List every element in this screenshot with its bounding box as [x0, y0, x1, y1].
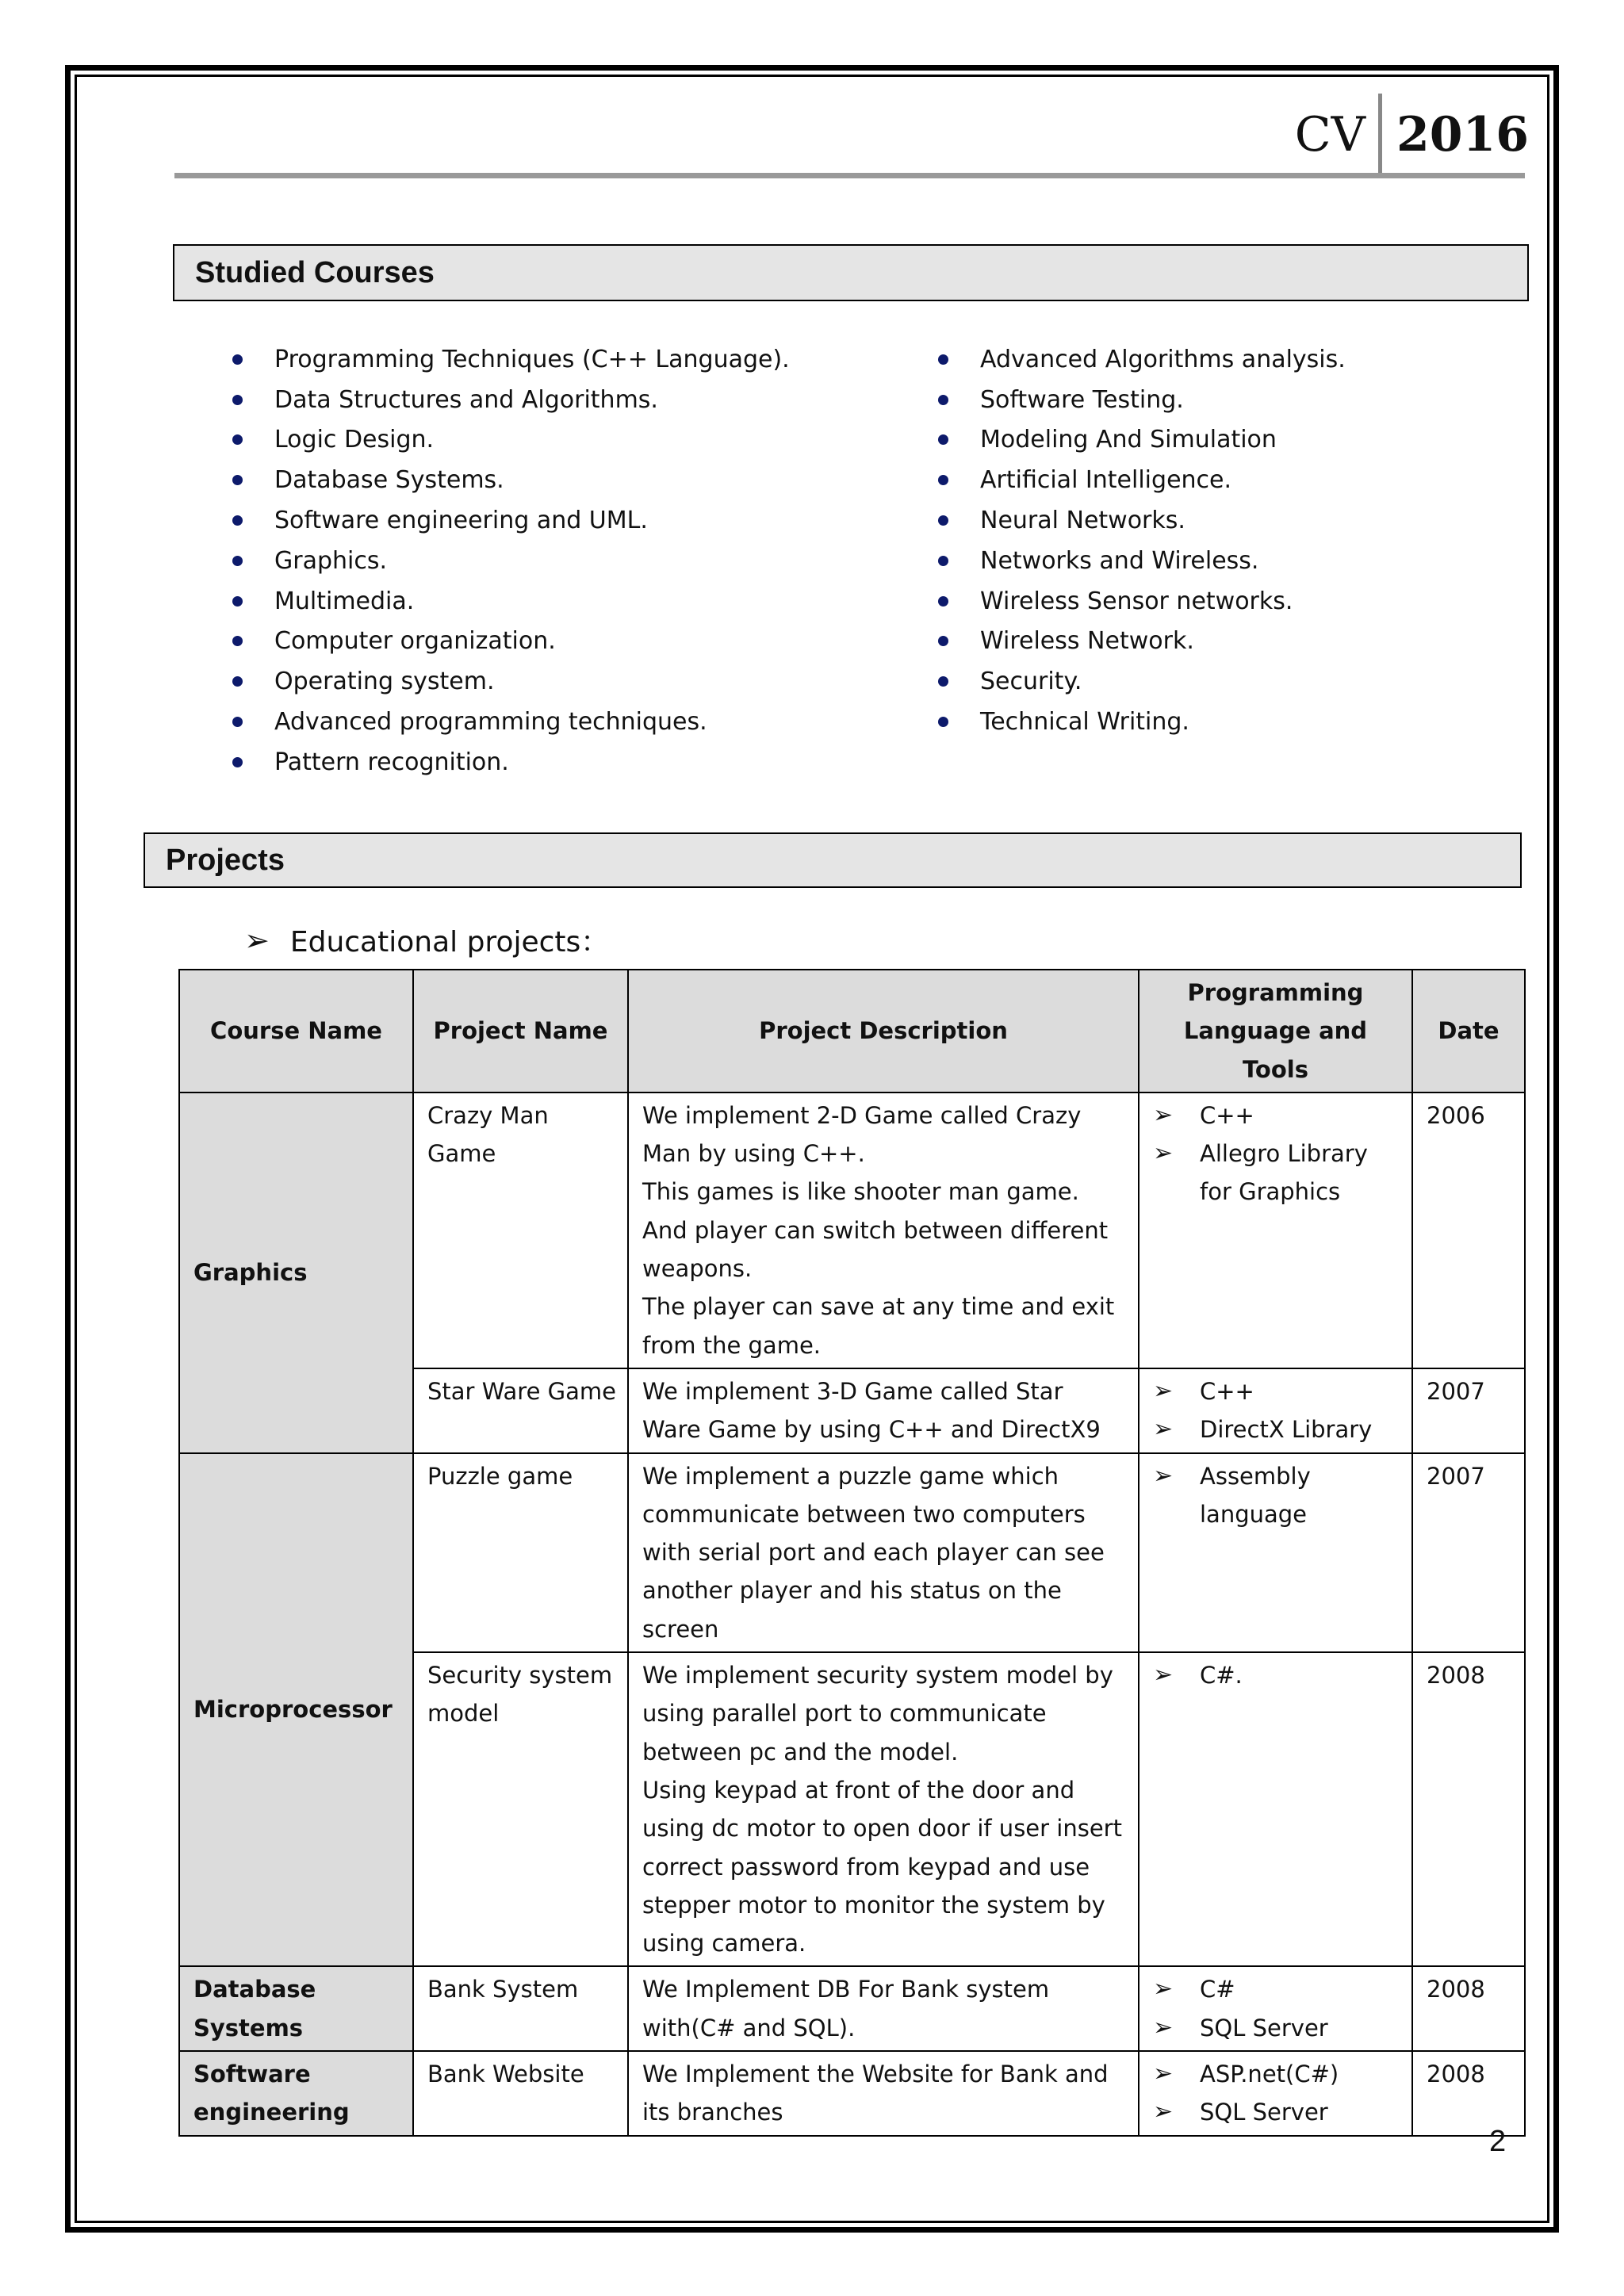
arrowhead-bullet-icon: ➢	[1153, 1100, 1174, 1129]
tool-label: C++	[1200, 1377, 1254, 1405]
description-line: We implement a puzzle game which communicate between two computers with serial port and each player can see another player and his status on the screen	[642, 1462, 1105, 1643]
course-item: Operating system.	[232, 661, 790, 702]
arrowhead-bullet-icon: ➢	[1153, 2060, 1174, 2088]
table-header-row	[179, 970, 1525, 1093]
date-cell: 2008	[1412, 2051, 1525, 2136]
arrowhead-bullet-icon: ➢	[1153, 1975, 1174, 2003]
description-line: We Implement the Website for Bank and its branches	[642, 2061, 1109, 2126]
arrowhead-bullet-icon: ➢	[1153, 2098, 1174, 2126]
date-cell: 2008	[1412, 1966, 1525, 2051]
project-description-cell	[628, 1966, 1139, 2051]
arrowhead-bullet-icon: ➢	[1153, 1461, 1174, 1490]
tools-list	[1153, 1372, 1400, 1449]
description-line: The player can save at any time and exit from the game.	[642, 1293, 1115, 1359]
projects-heading: Projects	[144, 832, 1522, 888]
tool-item	[1153, 1410, 1400, 1448]
course-item: Software engineering and UML.	[232, 500, 790, 541]
course-item: Advanced programming techniques.	[232, 702, 790, 742]
arrowhead-bullet-icon: ➢	[1153, 1139, 1174, 1168]
description-line: This games is like shooter man game.	[642, 1178, 1079, 1206]
course-item: Software Testing.	[938, 380, 1346, 420]
tool-label: ASP.net(C#)	[1200, 2061, 1339, 2088]
course-item: Multimedia.	[232, 581, 790, 622]
tools-list	[1153, 1457, 1400, 1534]
tool-label: SQL Server	[1200, 2014, 1328, 2042]
tool-item	[1153, 1096, 1400, 1135]
tools-cell	[1139, 1368, 1412, 1453]
tool-item	[1153, 2055, 1400, 2093]
cv-year: 2016	[1378, 94, 1529, 176]
course-item: Neural Networks.	[938, 500, 1346, 541]
date-cell: 2006	[1412, 1093, 1525, 1368]
tools-list	[1153, 1656, 1400, 1694]
project-description-cell	[628, 1093, 1139, 1368]
project-description-cell	[628, 2051, 1139, 2136]
course-name-cell: Graphics	[179, 1093, 413, 1453]
arrowhead-bullet-icon: ➢	[244, 922, 270, 958]
project-name-cell: Security system model	[413, 1652, 628, 1966]
course-name-cell: Microprocessor	[179, 1453, 413, 1967]
course-item: Database Systems.	[232, 460, 790, 500]
header-divider	[174, 173, 1525, 178]
description-line: We implement security system model by using parallel port to communicate between pc and the model.	[642, 1662, 1113, 1766]
projects-table-body	[179, 1093, 1525, 2136]
description-line: We Implement DB For Bank system with(C# and SQL).	[642, 1976, 1050, 2042]
project-name-cell: Bank Website	[413, 2051, 628, 2136]
table-row	[179, 1966, 1525, 2051]
course-item: Graphics.	[232, 541, 790, 581]
course-item: Pattern recognition.	[232, 742, 790, 783]
course-item: Programming Techniques (C++ Language).	[232, 339, 790, 380]
course-item: Networks and Wireless.	[938, 541, 1346, 581]
tool-label: C++	[1200, 1101, 1254, 1129]
page-number: 2	[1489, 2125, 1507, 2158]
table-row	[179, 1093, 1525, 1368]
tool-label: C#.	[1200, 1662, 1243, 1689]
tool-item	[1153, 2009, 1400, 2047]
course-item: Data Structures and Algorithms.	[232, 380, 790, 420]
date-cell: 2008	[1412, 1652, 1525, 1966]
table-row	[179, 1453, 1525, 1652]
projects-table	[178, 969, 1526, 2137]
tools-cell	[1139, 1453, 1412, 1652]
course-item: Logic Design.	[232, 420, 790, 461]
header-project-description: Project Description	[628, 970, 1139, 1093]
project-name-cell: Bank System	[413, 1966, 628, 2051]
arrowhead-bullet-icon: ➢	[1153, 1415, 1174, 1444]
subheading-text: Educational projects：	[289, 926, 610, 959]
tool-label: SQL Server	[1200, 2099, 1328, 2126]
course-item: Artificial Intelligence.	[938, 460, 1346, 500]
date-cell: 2007	[1412, 1453, 1525, 1652]
educational-projects-subheading	[244, 920, 609, 960]
course-item: Advanced Algorithms analysis.	[938, 339, 1346, 380]
course-item: Wireless Network.	[938, 622, 1346, 662]
tools-cell	[1139, 2051, 1412, 2136]
cv-label: CV	[1294, 107, 1365, 163]
arrowhead-bullet-icon: ➢	[1153, 1661, 1174, 1689]
header-project-name: Project Name	[413, 970, 628, 1093]
tools-cell	[1139, 1093, 1412, 1368]
description-line: We implement 3-D Game called Star Ware Game by using C++ and DirectX9	[642, 1377, 1101, 1444]
course-item: Security.	[938, 661, 1346, 702]
project-name-cell: Crazy Man Game	[413, 1093, 628, 1368]
tool-item	[1153, 1372, 1400, 1410]
tool-item	[1153, 2093, 1400, 2131]
tool-label: Assembly language	[1200, 1462, 1311, 1528]
tool-label: DirectX Library	[1200, 1416, 1373, 1444]
description-line: Using keypad at front of the door and using dc motor to open door if user insert correct password from keypad and use stepper motor to monitor the system by using camera.	[642, 1776, 1122, 1957]
table-row	[179, 2051, 1525, 2136]
tools-cell	[1139, 1966, 1412, 2051]
description-line: And player can switch between different weapons.	[642, 1216, 1109, 1283]
tools-list	[1153, 2055, 1400, 2132]
courses-list-left	[232, 339, 790, 783]
course-item: Wireless Sensor networks.	[938, 581, 1346, 622]
project-description-cell	[628, 1368, 1139, 1453]
tool-label: Allegro Library for Graphics	[1200, 1140, 1368, 1206]
course-name-cell: Software engineering	[179, 2051, 413, 2136]
date-cell: 2007	[1412, 1368, 1525, 1453]
course-item: Computer organization.	[232, 622, 790, 662]
project-description-cell	[628, 1652, 1139, 1966]
header-course-name: Course Name	[179, 970, 413, 1093]
course-item: Modeling And Simulation	[938, 420, 1346, 461]
arrowhead-bullet-icon: ➢	[1153, 1376, 1174, 1405]
project-description-cell	[628, 1453, 1139, 1652]
tools-list	[1153, 1096, 1400, 1211]
header-date: Date	[1412, 970, 1525, 1093]
header-language-tools: Programming Language and Tools	[1139, 970, 1412, 1093]
tool-item	[1153, 1135, 1400, 1211]
tool-item	[1153, 1457, 1400, 1534]
tool-label: C#	[1200, 1976, 1235, 2003]
project-name-cell: Star Ware Game	[413, 1368, 628, 1453]
cv-header	[1295, 94, 1529, 176]
arrowhead-bullet-icon: ➢	[1153, 2013, 1174, 2042]
course-name-cell: Database Systems	[179, 1966, 413, 2051]
tool-item	[1153, 1970, 1400, 2008]
courses-list-right	[938, 339, 1346, 742]
project-name-cell: Puzzle game	[413, 1453, 628, 1652]
course-item: Technical Writing.	[938, 702, 1346, 742]
description-line: We implement 2-D Game called Crazy Man by using C++.	[642, 1101, 1082, 1168]
tool-item	[1153, 1656, 1400, 1694]
studied-courses-heading: Studied Courses	[173, 244, 1529, 301]
tools-list	[1153, 1970, 1400, 2047]
tools-cell	[1139, 1652, 1412, 1966]
